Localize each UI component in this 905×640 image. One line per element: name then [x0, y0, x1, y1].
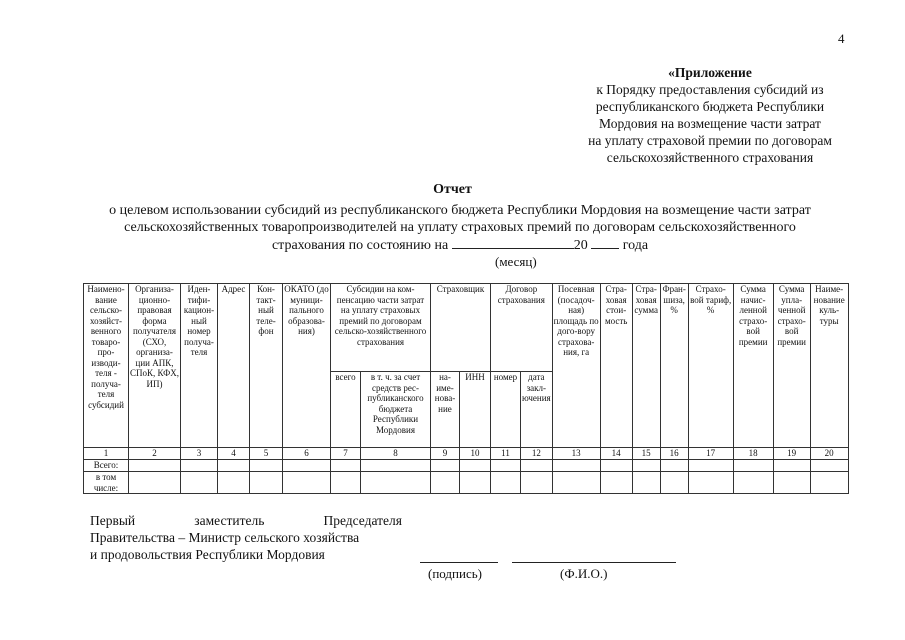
signer-word: Председателя	[323, 513, 402, 528]
appendix-line: Мордовия на возмещение части затрат	[599, 116, 821, 131]
column-number: 19	[773, 448, 810, 460]
header-subsidies-group: Субсидии на ком-пенсацию части затрат на уплату страховых премий по договорам сельско-хозяйственного страхования	[331, 284, 431, 372]
header-franchise: Фран-шиза, %	[660, 284, 688, 448]
year-prefix: 20	[573, 238, 588, 253]
header-phone: Кон-такт-ный теле-фон	[250, 284, 283, 448]
header-insurer-inn: ИНН	[460, 372, 491, 448]
header-insured-sum: Стра-ховая сумма	[632, 284, 660, 448]
column-number: 13	[552, 448, 600, 460]
month-blank	[452, 236, 574, 249]
header-insurer-name: на-име-нова-ние	[431, 372, 460, 448]
page-number: 4	[838, 31, 845, 46]
column-number: 17	[688, 448, 733, 460]
column-number: 5	[250, 448, 283, 460]
header-insured-value: Стра-ховая стои-мость	[600, 284, 632, 448]
column-number: 8	[361, 448, 431, 460]
header-okato: ОКАТО (до муници-пального образова-ния)	[283, 284, 331, 448]
column-number: 20	[810, 448, 848, 460]
signature-line	[420, 562, 498, 563]
report-date-line	[70, 236, 850, 254]
header-crop-name: Наиме-нование куль-туры	[810, 284, 848, 448]
header-contract-number: номер	[491, 372, 521, 448]
header-subsidies-republic: в т. ч. за счет средств рес-публиканского бюджета Республики Мордовия	[361, 372, 431, 448]
column-number: 16	[660, 448, 688, 460]
year-blank	[591, 236, 619, 249]
column-number: 15	[632, 448, 660, 460]
column-number: 14	[600, 448, 632, 460]
header-contract-date: дата закл-ючения	[521, 372, 553, 448]
column-number: 10	[460, 448, 491, 460]
header-id-number: Иден-тифи-кацион-ный номер получа-теля	[181, 284, 218, 448]
column-number: 11	[491, 448, 521, 460]
appendix-line: республиканского бюджета Республики	[595, 99, 825, 114]
row-total-label: Всего:	[84, 460, 129, 472]
column-number: 9	[431, 448, 460, 460]
signature-label: (подпись)	[428, 566, 482, 581]
header-producer-name: Наимено-вание сельско-хозяйст-венного товаро-про-изводи-теля - получа-теля субсидий	[84, 284, 129, 448]
appendix-line: на уплату страховой премии по договорам	[588, 133, 832, 148]
signer-line: и продовольствия Республики Мордовия	[90, 547, 325, 562]
signer-word: заместитель	[194, 513, 265, 528]
report-subtitle	[70, 202, 850, 254]
column-number: 2	[129, 448, 181, 460]
report-title: Отчет	[433, 182, 472, 197]
appendix-title: «Приложение	[668, 65, 752, 80]
row-including-label: в том числе:	[84, 472, 129, 494]
report-subtitle-line: о целевом использовании субсидий из республиканского бюджета Республики Мордовия на возмещение части затрат	[109, 203, 811, 218]
appendix-line: к Порядку предоставления субсидий из	[596, 82, 824, 97]
column-number: 1	[84, 448, 129, 460]
header-address: Адрес	[218, 284, 250, 448]
header-tariff: Страхо-вой тариф, %	[688, 284, 733, 448]
header-paid-premium: Сумма упла-ченной страхо-вой премии	[773, 284, 810, 448]
column-number: 3	[181, 448, 218, 460]
appendix-block	[555, 64, 865, 166]
fio-line	[512, 562, 676, 563]
header-accrued-premium: Сумма начис-ленной страхо-вой премии	[733, 284, 773, 448]
header-legal-form: Организа-ционно-правовая форма получателя (СХО, организа-ции АПК, СПоК, КФХ, ИП)	[129, 284, 181, 448]
signer-block	[90, 512, 402, 563]
column-number: 6	[283, 448, 331, 460]
signer-word: Первый	[90, 513, 136, 528]
header-sown-area: Посевная (посадоч-ная) площадь по дого-вору страхова-ния, га	[552, 284, 600, 448]
column-number: 4	[218, 448, 250, 460]
report-date-suffix: года	[622, 238, 649, 253]
column-number: 7	[331, 448, 361, 460]
report-table	[83, 283, 849, 494]
signer-line: Правительства – Министр сельского хозяйства	[90, 530, 360, 545]
report-date-prefix: страхования по состоянию на	[271, 238, 449, 253]
header-insurer-group: Страховщик	[431, 284, 491, 372]
column-number: 12	[521, 448, 553, 460]
report-subtitle-line: сельскохозяйственных товаропроизводителей на уплату страховых премий по договорам сельскохозяйственного	[124, 220, 796, 235]
fio-label: (Ф.И.О.)	[560, 566, 608, 581]
header-subsidies-total: всего	[331, 372, 361, 448]
month-label: (месяц)	[495, 254, 537, 269]
appendix-line: сельскохозяйственного страхования	[606, 150, 814, 165]
column-number: 18	[733, 448, 773, 460]
header-contract-group: Договор страхования	[491, 284, 553, 372]
